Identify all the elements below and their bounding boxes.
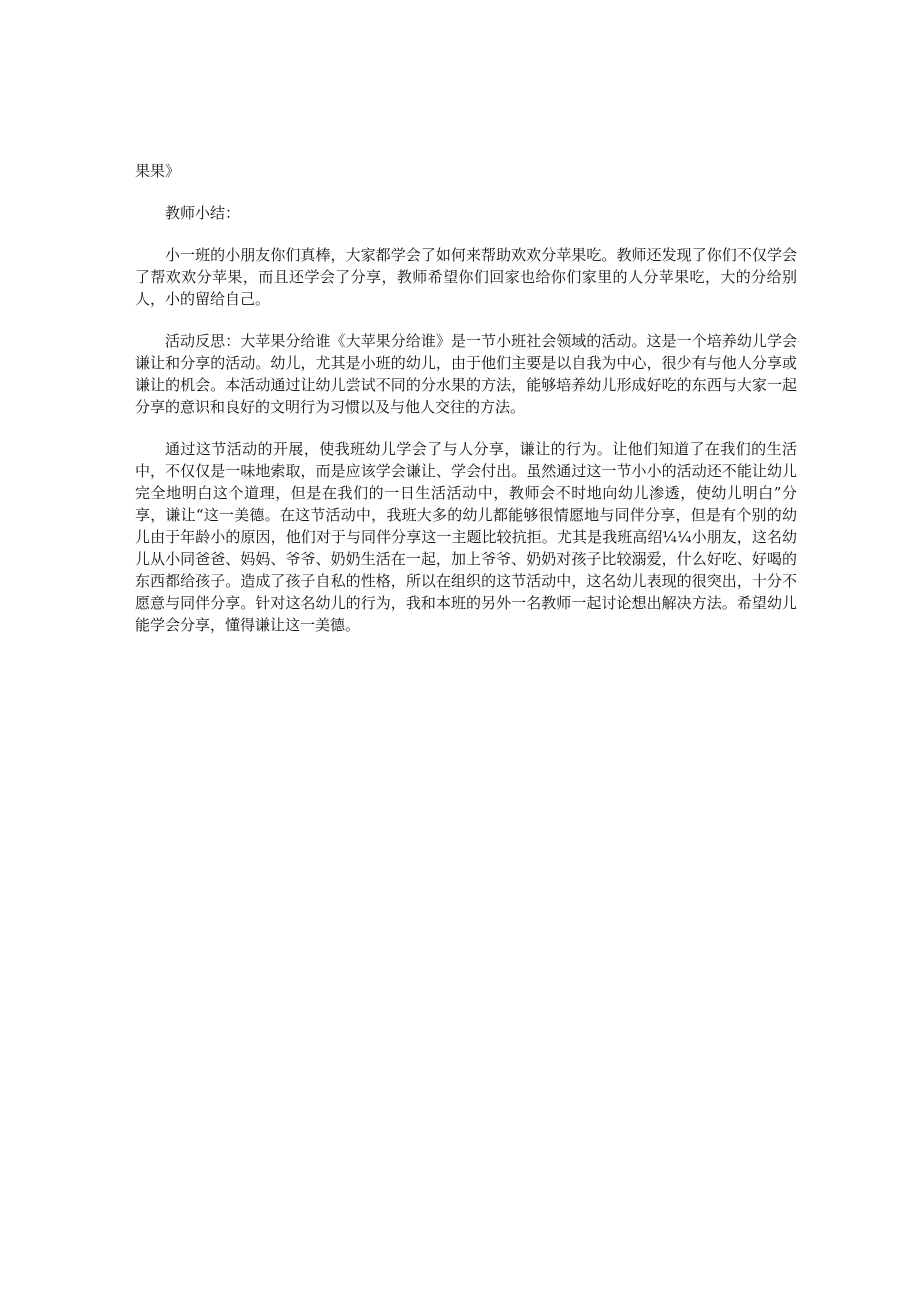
paragraph-teacher-summary-heading: 教师小结： (165, 204, 241, 222)
paragraph-activity-reflection: 活动反思：大苹果分给谁《大苹果分给谁》是一节小班社会领域的活动。这是一个培养幼儿学会谦让和分享的活动。幼儿，尤其是小班的幼儿，由于他们主要是以自我为中心，很少有与他人分享或谦让的机会。本活动通过让幼儿尝试不同的分水果的方法，能够培养幼儿形成好吃的东西与大家一起分享的意识和良好的文明行为习惯以及与他人交往的方法。 (135, 332, 797, 416)
paragraph-activity-outcome: 通过这节活动的开展，使我班幼儿学会了与人分享，谦让的行为。让他们知道了在我们的生活中，不仅仅是一味地索取，而是应该学会谦让、学会付出。虽然通过这一节小小的活动还不能让幼儿完全地明白这个道理，但是在我们的一日生活活动中，教师会不时地向幼儿渗透，使幼儿明白”分享，谦让“这一美德。在这节活动中，我班大多的幼儿都能够很情愿地与同伴分享，但是有个别的幼儿由于年龄小的原因，他们对于与同伴分享这一主题比较抗拒。尤其是我班高绍¼¼小朋友，这名幼儿从小同爸爸、妈妈、爷爷、奶奶生活在一起，加上爷爷、奶奶对孩子比较溺爱，什么好吃、好喝的东西都给孩子。造成了孩子自私的性格，所以在组织的这节活动中，这名幼儿表现的很突出，十分不愿意与同伴分享。针对这名幼儿的行为，我和本班的另外一名教师一起讨论想出解决方法。希望幼儿能学会分享，懂得谦让这一美德。 (135, 440, 797, 634)
document-body (135, 160, 797, 656)
paragraph-teacher-summary: 小一班的小朋友你们真棒，大家都学会了如何来帮助欢欢分苹果吃。教师还发现了你们不仅学会了帮欢欢分苹果，而且还学会了分享，教师希望你们回家也给你们家里的人分苹果吃，大的分给别人，小的留给自己。 (135, 246, 797, 308)
paragraph-title-fragment: 果果》 (135, 162, 181, 180)
